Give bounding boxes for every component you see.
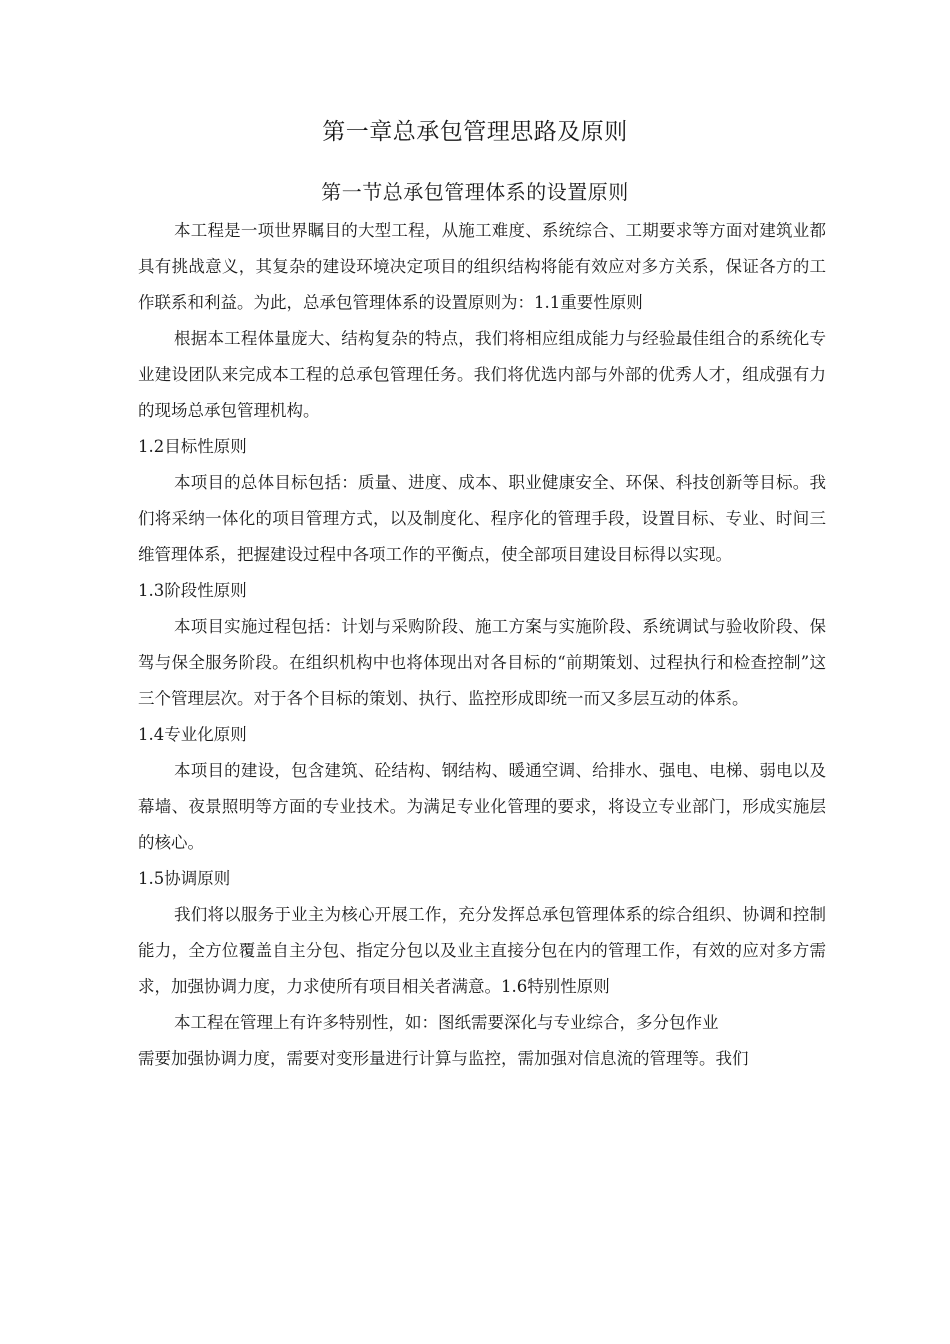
paragraph: 本项目的建设，包含建筑、砼结构、钢结构、暖通空调、给排水、强电、电梯、弱电以及幕墙、夜景照明等方面的专业技术。为满足专业化管理的要求，将设立专业部门，形成实施层的核心。	[138, 761, 826, 852]
paragraph: 本项目的总体目标包括：质量、进度、成本、职业健康安全、环保、科技创新等目标。我们将采纳一体化的项目管理方式，以及制度化、程序化的管理手段，设置目标、专业、时间三维管理体系，把握建设过程中各项工作的平衡点，使全部项目建设目标得以实现。	[138, 473, 826, 564]
section-title: 第一节总承包管理体系的设置原则	[321, 180, 629, 204]
body-text	[138, 213, 826, 1077]
paragraph: 我们将以服务于业主为核心开展工作，充分发挥总承包管理体系的综合组织、协调和控制能力，全方位覆盖自主分包、指定分包以及业主直接分包在内的管理工作，有效的应对多方需求，加强协调力度，力求使所有项目相关者满意。1.6特别性原则	[138, 905, 826, 996]
paragraph-continuation: 需要加强协调力度，需要对变形量进行计算与监控，需加强对信息流的管理等。我们	[138, 1049, 749, 1068]
subsection-heading: 1.3阶段性原则	[138, 581, 247, 600]
paragraph: 本工程是一项世界瞩目的大型工程，从施工难度、系统综合、工期要求等方面对建筑业都具有挑战意义，其复杂的建设环境决定项目的组织结构将能有效应对多方关系，保证各方的工作联系和利益。为此，总承包管理体系的设置原则为：1.1重要性原则	[138, 221, 826, 312]
paragraph: 本项目实施过程包括：计划与采购阶段、施工方案与实施阶段、系统调试与验收阶段、保驾与保全服务阶段。在组织机构中也将体现出对各目标的“前期策划、过程执行和检查控制”这三个管理层次。对于各个目标的策划、执行、监控形成即统一而又多层互动的体系。	[138, 617, 826, 708]
chapter-title: 第一章总承包管理思路及原则	[322, 119, 628, 145]
subsection-heading: 1.5协调原则	[138, 869, 231, 888]
subsection-heading: 1.2目标性原则	[138, 437, 247, 456]
paragraph: 根据本工程体量庞大、结构复杂的特点，我们将相应组成能力与经验最佳组合的系统化专业建设团队来完成本工程的总承包管理任务。我们将优选内部与外部的优秀人才，组成强有力的现场总承包管理机构。	[138, 329, 826, 420]
paragraph: 本工程在管理上有许多特别性，如：图纸需要深化与专业综合，多分包作业	[174, 1013, 719, 1032]
subsection-heading: 1.4专业化原则	[138, 725, 247, 744]
